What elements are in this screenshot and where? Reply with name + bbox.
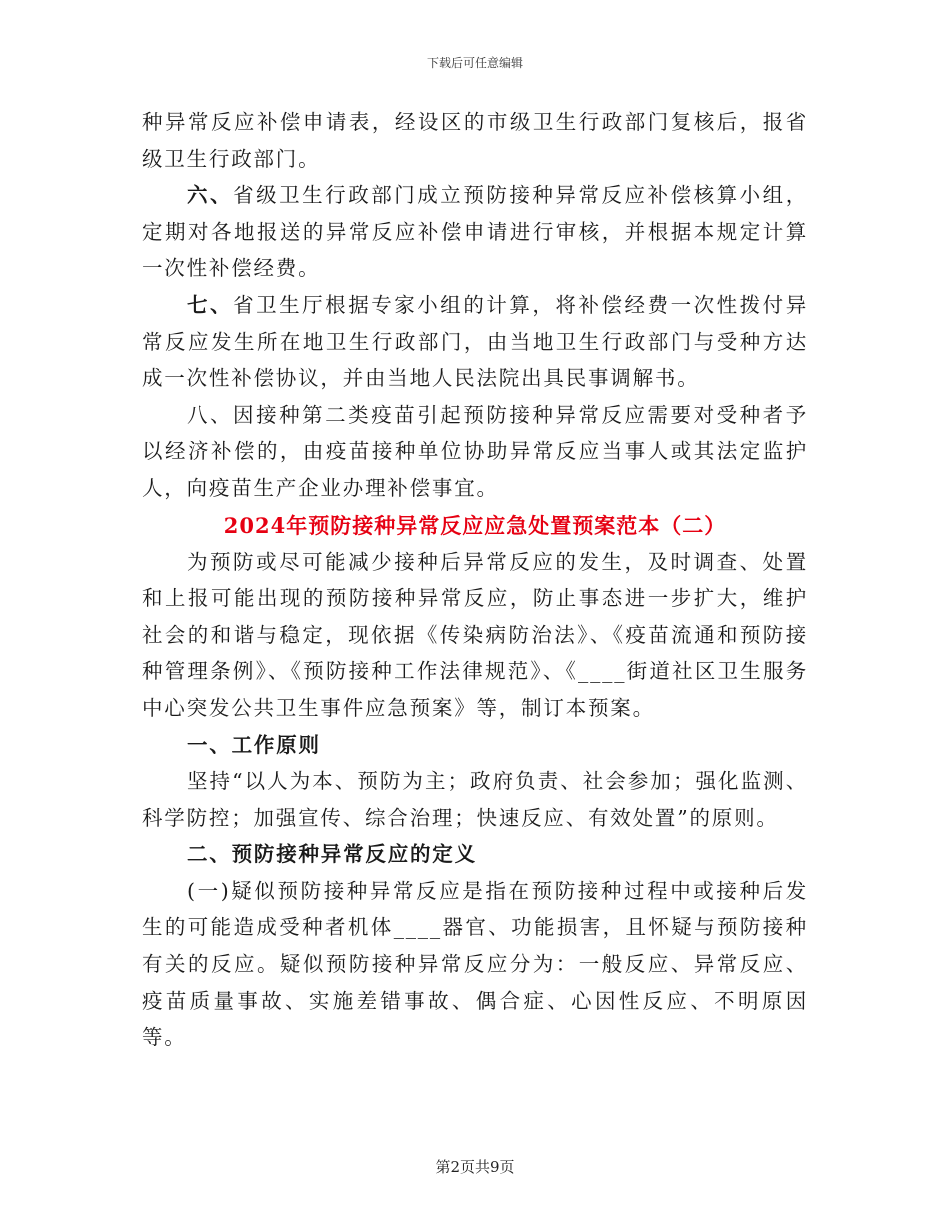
paragraph-continuation: 种异常反应补偿申请表，经设区的市级卫生行政部门复核后，报省级卫生行政部门。 xyxy=(142,110,808,171)
page-footer: 第2页共9页 xyxy=(435,1158,515,1176)
heading-work-principles: 一、工作原则 xyxy=(187,732,321,757)
article-number: 七、 xyxy=(187,292,234,317)
article-text: 省级卫生行政部门成立预防接种异常反应补偿核算小组，定期对各地报送的异常反应补偿申请进行审核，并根据本规定计算一次性补偿经费。 xyxy=(142,183,808,281)
heading-definition: 二、预防接种异常反应的定义 xyxy=(187,842,477,867)
article-number: 六、 xyxy=(187,183,234,208)
paragraph-definition: (一)疑似预防接种异常反应是指在预防接种过程中或接种后发生的可能造成受种者机体____器官、功能损害，且怀疑与预防接种有关的反应。疑似预防接种异常反应分为：一般反应、异常反应、疫苗质量事故、实施差错事故、偶合症、心因性反应、不明原因等。 xyxy=(142,878,808,1050)
paragraph-article-six xyxy=(142,177,808,287)
paragraph-principles: 坚持“以人为本、预防为主；政府负责、社会参加；强化监测、科学防控；加强宣传、综合治理；快速反应、有效处置”的原则。 xyxy=(142,769,808,830)
section-title: 2024年预防接种异常反应应急处置预案范本（二） xyxy=(223,512,727,538)
article-text: 省卫生厅根据专家小组的计算，将补偿经费一次性拨付异常反应发生所在地卫生行政部门，由当地卫生行政部门与受种方达成一次性补偿协议，并由当地人民法院出具民事调解书。 xyxy=(142,292,808,391)
page-header: 下载后可任意编辑 xyxy=(426,56,523,70)
paragraph-preamble: 为预防或尽可能减少接种后异常反应的发生，及时调查、处置和上报可能出现的预防接种异常反应，防止事态进一步扩大，维护社会的和谐与稳定，现依据《传染病防治法》、《疫苗流通和预防接种管理条例》、《预防接种工作法律规范》、《____街道社区卫生服务中心突发公共卫生事件应急预案》等，制订本预案。 xyxy=(142,549,808,720)
paragraph-article-eight: 八、因接种第二类疫苗引起预防接种异常反应需要对受种者予以经济补偿的，由疫苗接种单位协助异常反应当事人或其法定监护人，向疫苗生产企业办理补偿事宜。 xyxy=(142,402,808,500)
paragraph-article-seven xyxy=(142,287,808,397)
document-body xyxy=(142,104,808,1056)
